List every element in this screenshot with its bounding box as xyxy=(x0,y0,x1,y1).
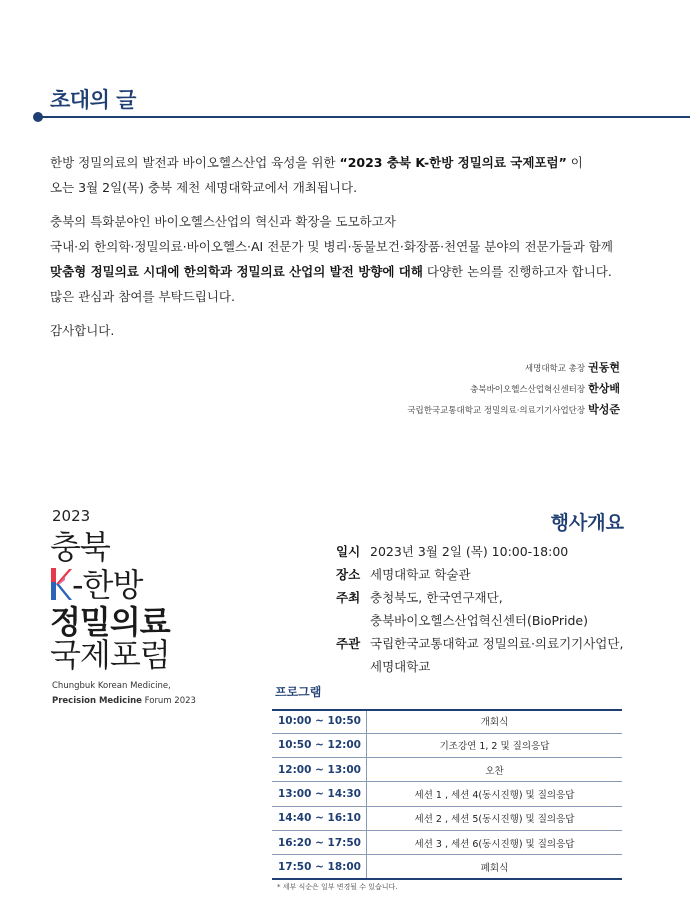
logo-line-2-text: -한방 xyxy=(72,566,143,604)
p2-line4: 많은 관심과 참여를 부탁드립니다. xyxy=(50,289,235,304)
p2-line1: 충북의 특화분야인 바이오헬스산업의 혁신과 확장을 도모하고자 xyxy=(50,214,396,229)
logo-english-line2 xyxy=(52,694,196,709)
invitation-paragraph-2 xyxy=(50,209,660,309)
divider-dot xyxy=(33,112,43,122)
table-row xyxy=(272,830,622,854)
overview-value: 국립한국교통대학교 정밀의료·의료기기사업단, xyxy=(370,636,624,651)
overview-value: 2023년 3월 2일 (목) 10:00-18:00 xyxy=(370,544,569,559)
overview-value: 충북바이오헬스산업혁신센터(BioPride) xyxy=(370,613,588,628)
invitation-paragraph-1 xyxy=(50,150,660,200)
program-time: 13:00 ~ 14:30 xyxy=(272,782,367,806)
signature-2 xyxy=(407,379,620,400)
table-row xyxy=(272,733,622,757)
program-note: * 세부 식순은 일부 변경될 수 있습니다. xyxy=(277,883,398,891)
signature-role: 세명대학교 총장 xyxy=(524,364,586,374)
logo-line-3: 정밀의료 xyxy=(50,603,170,641)
logo-english xyxy=(52,679,196,709)
signature-role: 국립한국교통대학교 정밀의료·의료기기사업단장 xyxy=(407,406,586,416)
program-time: 17:50 ~ 18:00 xyxy=(272,855,367,879)
p1-post: 이 xyxy=(566,155,583,170)
overview-row-organizer xyxy=(336,632,623,655)
p2-line3-rest: 다양한 논의를 진행하고자 합니다. xyxy=(422,264,612,279)
signature-name: 한상배 xyxy=(588,382,620,395)
thanks-text: 감사합니다. xyxy=(50,323,115,338)
logo-english-rest: Forum 2023 xyxy=(141,696,196,706)
program-session: 세션 3 , 세션 6(동시진행) 및 질의응답 xyxy=(367,830,623,854)
logo-line-1: 충북 xyxy=(50,528,110,566)
overview-title: 행사개요 xyxy=(550,512,624,534)
p1-line2: 오는 3월 2일(목) 충북 제천 세명대학교에서 개최됩니다. xyxy=(50,180,358,195)
table-row xyxy=(272,709,622,733)
overview-value: 세명대학교 xyxy=(370,659,431,674)
program-session: 오찬 xyxy=(367,758,623,782)
overview-key: 일시 xyxy=(336,544,361,559)
table-row xyxy=(272,758,622,782)
logo-year: 2023 xyxy=(52,507,91,525)
program-time: 12:00 ~ 13:00 xyxy=(272,758,367,782)
logo-english-line1: Chungbuk Korean Medicine, xyxy=(52,681,171,691)
overview-value: 충청북도, 한국연구재단, xyxy=(370,590,503,605)
overview-row-organizer-cont xyxy=(336,655,430,678)
p2-emphasis: 맞춤형 정밀의료 시대에 한의학과 정밀의료 산업의 발전 방향에 대해 xyxy=(50,264,423,279)
title-divider xyxy=(38,116,690,118)
signature-block xyxy=(407,358,620,421)
signature-1 xyxy=(407,358,620,379)
program-session: 세션 1 , 세션 4(동시진행) 및 질의응답 xyxy=(367,782,623,806)
program-top-rule xyxy=(272,709,622,711)
overview-key: 주관 xyxy=(336,636,361,651)
signature-role: 충북바이오헬스산업혁신센터장 xyxy=(470,385,586,395)
overview-row-venue xyxy=(336,563,471,586)
logo-line-4: 국제포럼 xyxy=(50,636,170,674)
invitation-title: 초대의 글 xyxy=(50,88,136,112)
table-row xyxy=(272,806,622,830)
p2-line2: 국내·외 한의학·정밀의료·바이오헬스·AI 전문가 및 병리·동물보건·화장품·천연물 분야의 전문가들과 함께 xyxy=(50,239,613,254)
forum-name: “2023 충북 K-한방 정밀의료 국제포럼” xyxy=(339,155,567,170)
program-table xyxy=(272,709,622,880)
program-session: 폐회식 xyxy=(367,855,623,879)
signature-name: 박성준 xyxy=(588,403,620,416)
logo-line-2 xyxy=(50,566,142,604)
overview-key: 장소 xyxy=(336,567,361,582)
signature-3 xyxy=(407,400,620,421)
signature-name: 권동현 xyxy=(588,361,620,374)
program-time: 16:20 ~ 17:50 xyxy=(272,830,367,854)
table-row xyxy=(272,855,622,879)
program-time: 14:40 ~ 16:10 xyxy=(272,806,367,830)
p1-line1 xyxy=(50,150,660,175)
program-session: 개회식 xyxy=(367,709,623,733)
p2-line3 xyxy=(50,259,660,284)
k-logo-icon xyxy=(50,566,72,602)
program-title: 프로그램 xyxy=(275,685,322,699)
program-bottom-rule xyxy=(272,878,622,880)
overview-value: 세명대학교 학술관 xyxy=(370,567,471,582)
overview-key: 주최 xyxy=(336,590,361,605)
overview-row-date xyxy=(336,540,568,563)
overview-row-host xyxy=(336,586,503,609)
p1-text: 한방 정밀의료의 발전과 바이오헬스산업 육성을 위한 xyxy=(50,155,340,170)
program-session: 세션 2 , 세션 5(동시진행) 및 질의응답 xyxy=(367,806,623,830)
program-time: 10:50 ~ 12:00 xyxy=(272,733,367,757)
program-session: 기조강연 1, 2 및 질의응답 xyxy=(367,733,623,757)
overview-row-host-cont xyxy=(336,609,588,632)
logo-english-bold: Precision Medicine xyxy=(52,696,142,706)
program-time: 10:00 ~ 10:50 xyxy=(272,709,367,733)
table-row xyxy=(272,782,622,806)
